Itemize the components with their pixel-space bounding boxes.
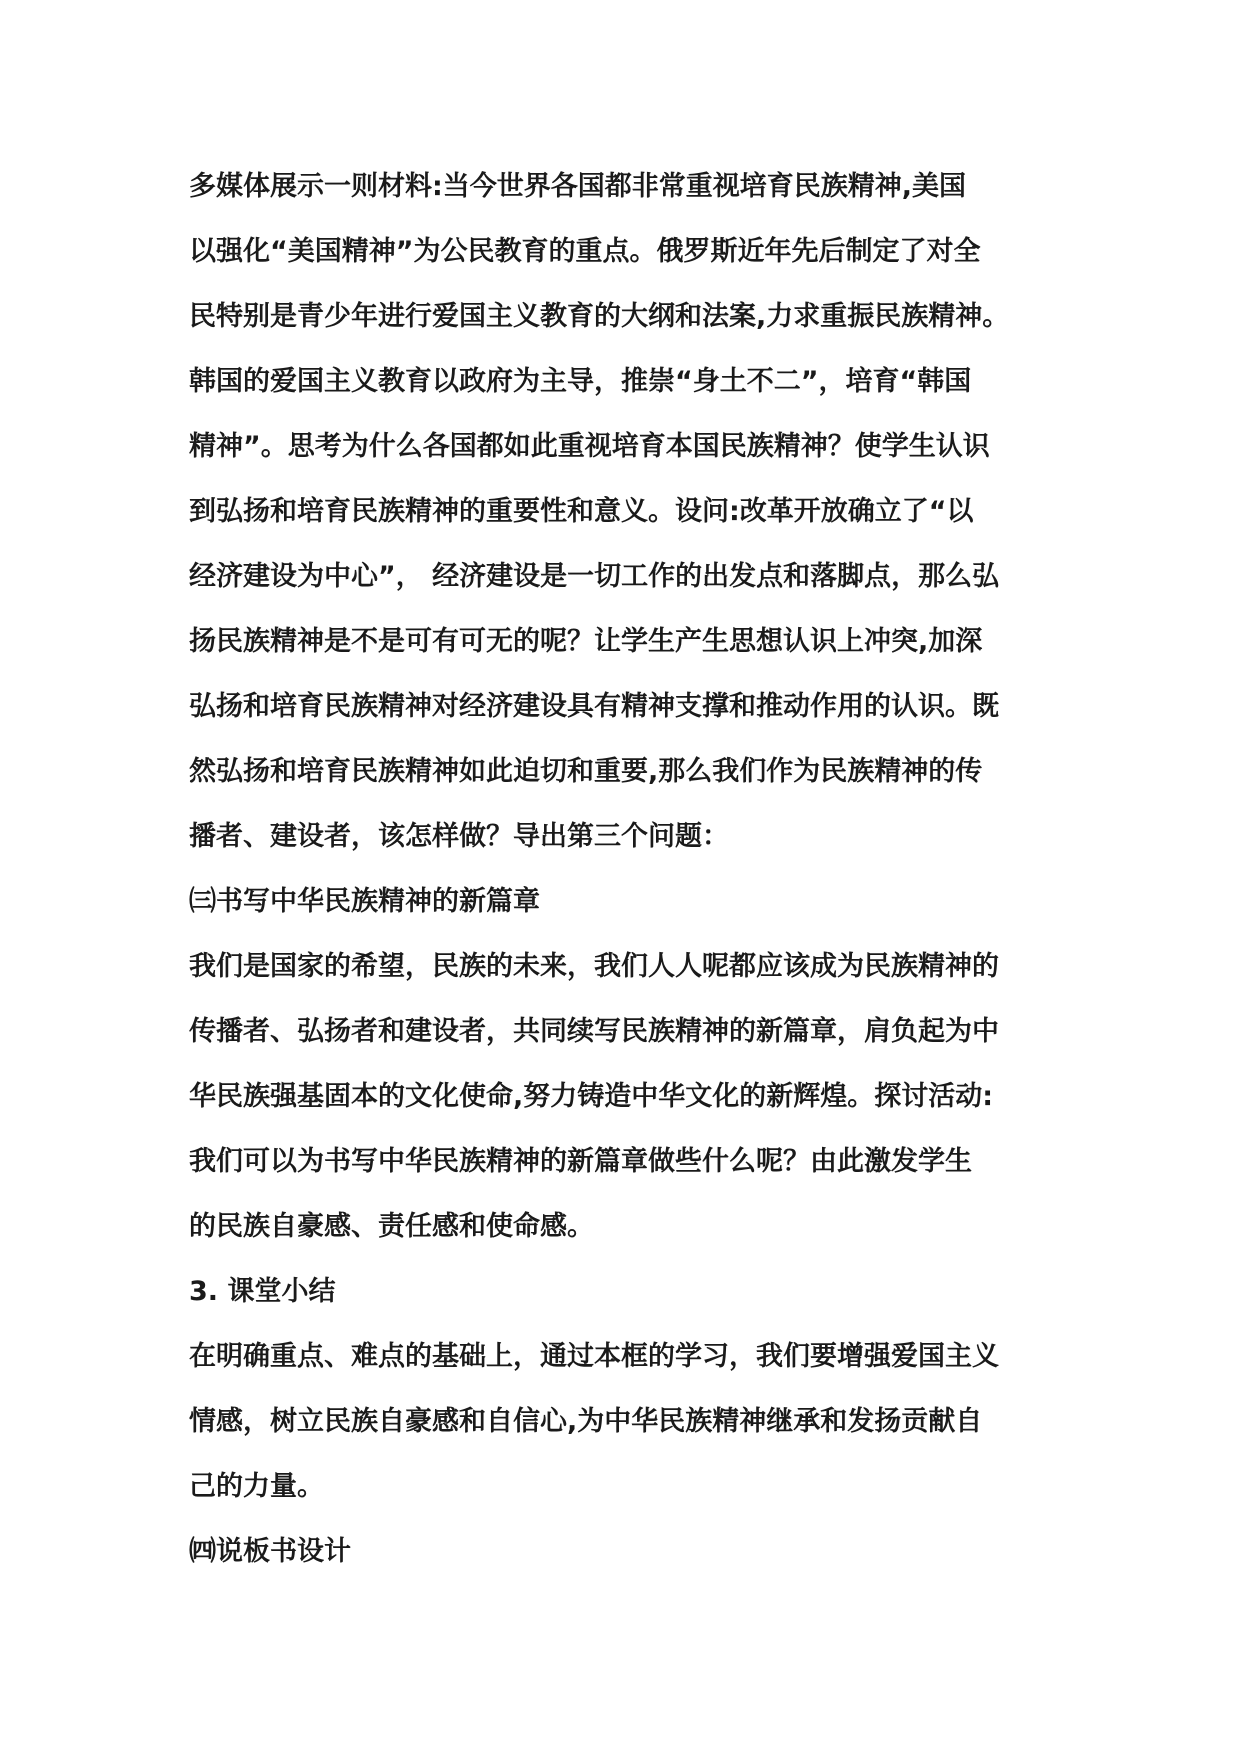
text-line: 民特别是青少年进行爱国主义教育的大纲和法案,力求重振民族精神。 bbox=[189, 301, 1010, 332]
section-heading: ㈣说板书设计 bbox=[189, 1536, 351, 1567]
text-line: 华民族强基固本的文化使命,努力铸造中华文化的新辉煌。探讨活动: bbox=[189, 1081, 994, 1112]
text-line: 我们是国家的希望，民族的未来，我们人人呢都应该成为民族精神的 bbox=[189, 951, 999, 982]
text-line: 多媒体展示一则材料:当今世界各国都非常重视培育民族精神,美国 bbox=[189, 171, 967, 202]
text-line: 扬民族精神是不是可有可无的呢？让学生产生思想认识上冲突,加深 bbox=[189, 626, 983, 657]
text-line: 传播者、弘扬者和建设者，共同续写民族精神的新篇章，肩负起为中 bbox=[189, 1016, 999, 1047]
text-line: 韩国的爱国主义教育以政府为主导，推崇“身土不二”，培育“韩国 bbox=[189, 366, 972, 397]
text-line: 然弘扬和培育民族精神如此迫切和重要,那么我们作为民族精神的传 bbox=[189, 756, 983, 787]
text-line: 我们可以为书写中华民族精神的新篇章做些什么呢？由此激发学生 bbox=[189, 1146, 972, 1177]
text-line: 的民族自豪感、责任感和使命感。 bbox=[189, 1211, 594, 1242]
text-line: 到弘扬和培育民族精神的重要性和意义。设问:改革开放确立了“以 bbox=[189, 496, 974, 527]
text-line: 播者、建设者，该怎样做？导出第三个问题： bbox=[189, 821, 729, 852]
section-heading: ㈢书写中华民族精神的新篇章 bbox=[189, 886, 540, 917]
text-line: 情感，树立民族自豪感和自信心,为中华民族精神继承和发扬贡献自 bbox=[189, 1406, 983, 1437]
text-line: 弘扬和培育民族精神对经济建设具有精神支撑和推动作用的认识。既 bbox=[189, 691, 999, 722]
text-line: 精神”。思考为什么各国都如此重视培育本国民族精神？使学生认识 bbox=[189, 431, 990, 462]
text-line: 以强化“美国精神”为公民教育的重点。俄罗斯近年先后制定了对全 bbox=[189, 236, 981, 267]
text-line: 己的力量。 bbox=[189, 1471, 324, 1502]
section-heading: 3. 课堂小结 bbox=[189, 1276, 336, 1307]
text-line: 在明确重点、难点的基础上，通过本框的学习，我们要增强爱国主义 bbox=[189, 1341, 999, 1372]
text-line: 经济建设为中心”， 经济建设是一切工作的出发点和落脚点，那么弘 bbox=[189, 561, 1000, 592]
